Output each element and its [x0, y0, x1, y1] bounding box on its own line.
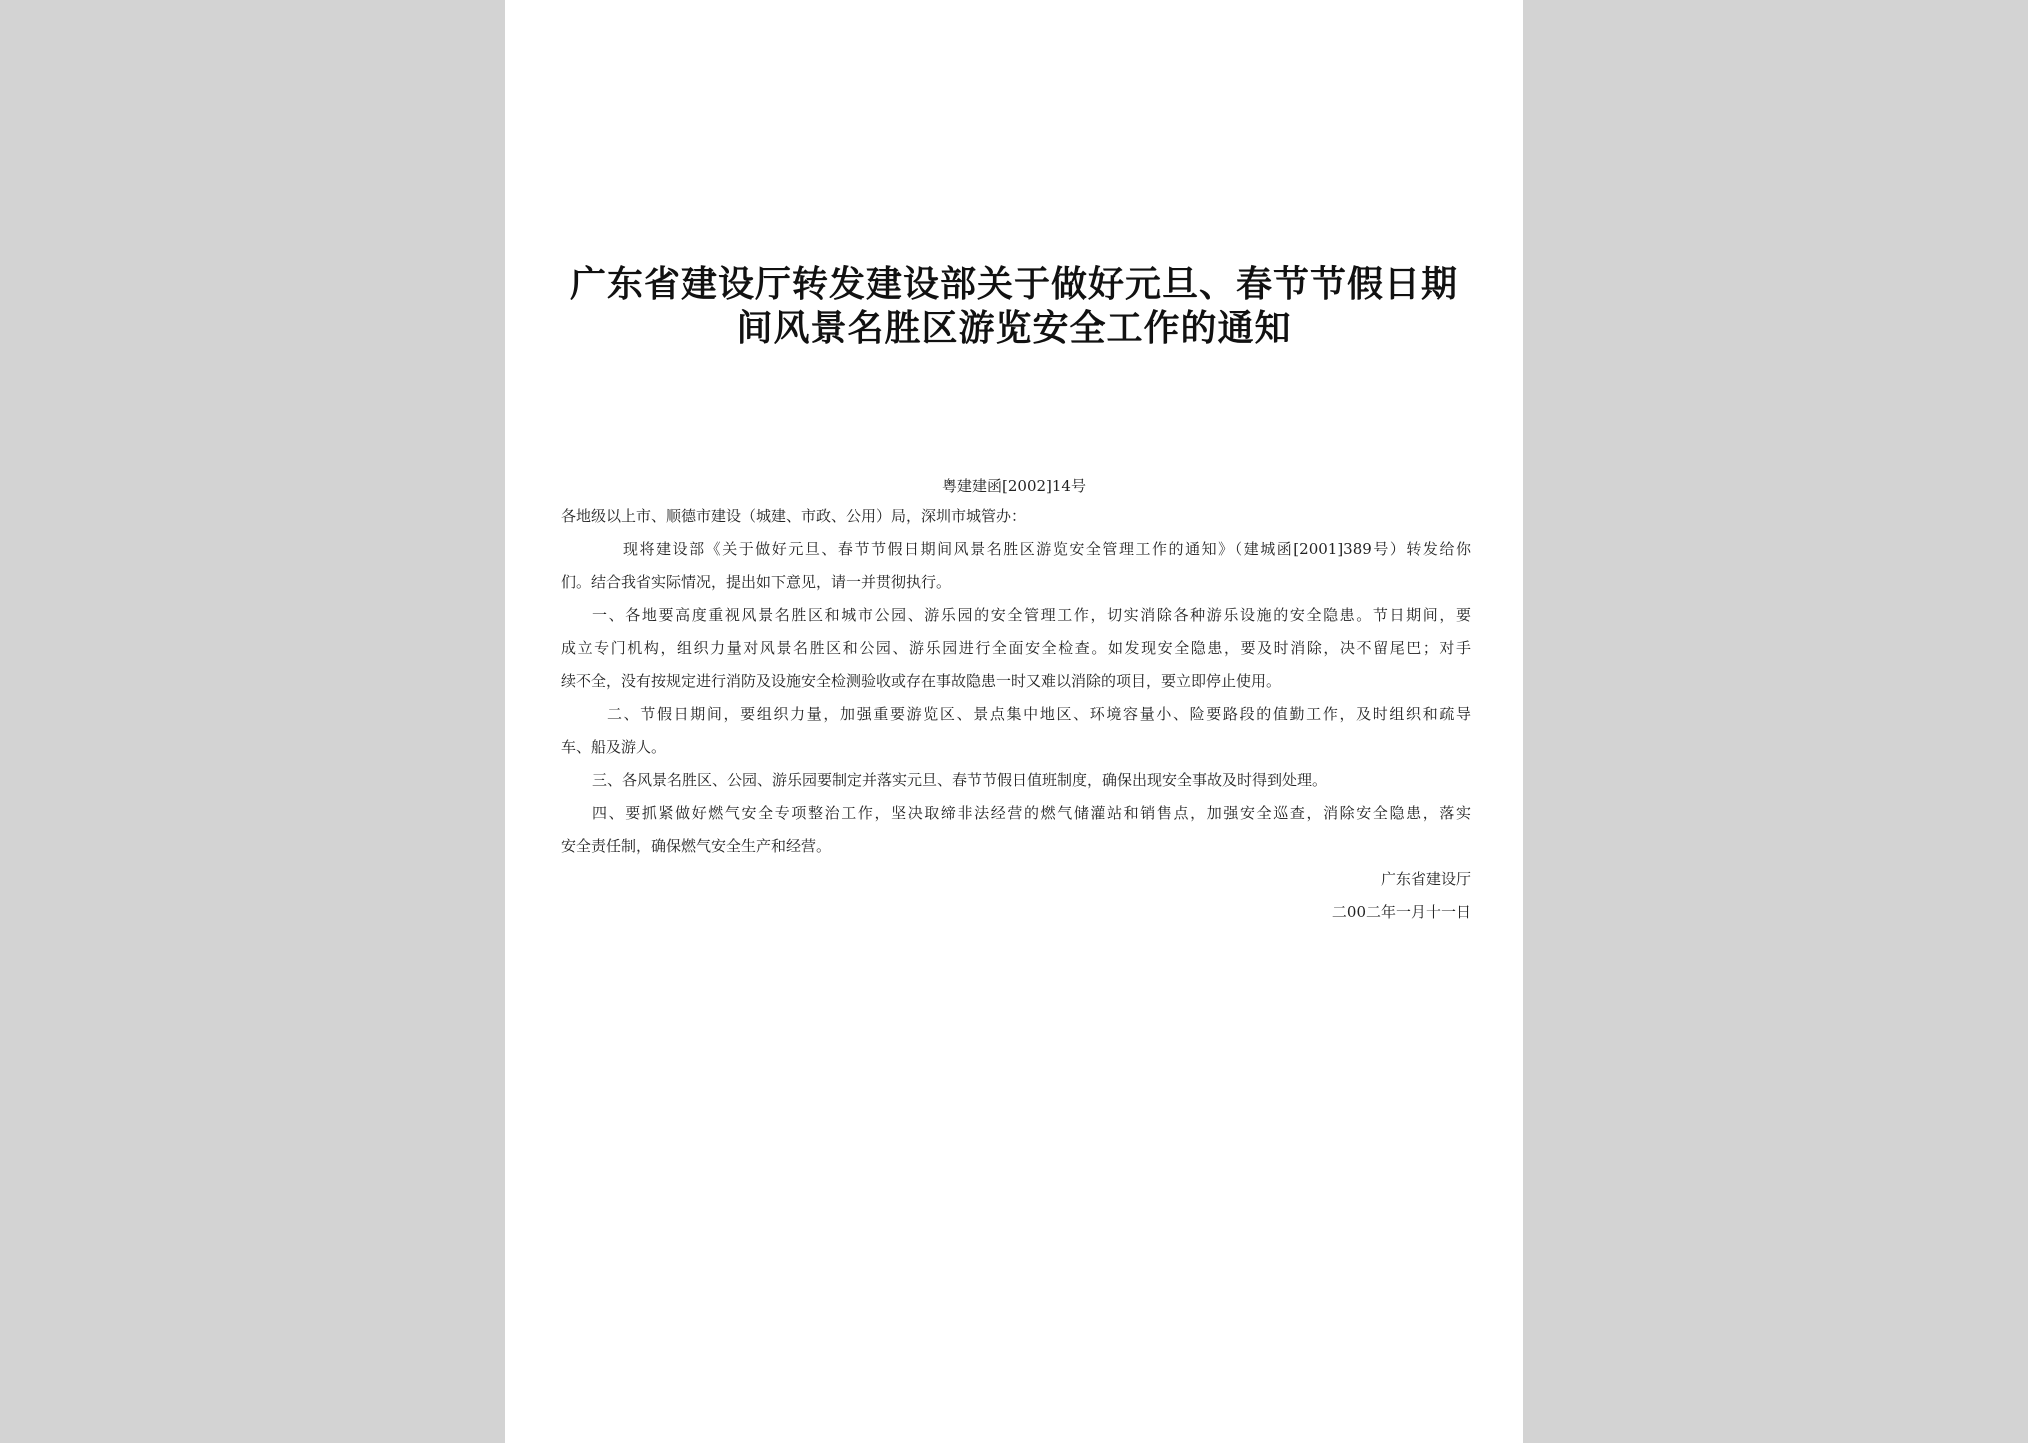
item-1-line: 一、各地要高度重视风景名胜区和城市公园、游乐园的安全管理工作，切实消除各种游乐设施的安全隐患。节日期间，要	[592, 606, 1471, 624]
title-line-2: 间风景名胜区游览安全工作的通知	[736, 307, 1292, 349]
addressee: 各地级以上市、顺德市建设（城建、市政、公用）局，深圳市城管办：	[561, 507, 1027, 525]
document-body	[561, 500, 1471, 929]
document-date: 二00二年一月十一日	[1331, 903, 1471, 921]
document-number: 粤建建函[2002]14号	[942, 477, 1086, 495]
item-1-line: 成立专门机构，组织力量对风景名胜区和公园、游乐园进行全面安全检查。如发现安全隐患，要及时消除，决不留尾巴；对手	[561, 639, 1471, 657]
intro-paragraph-line: 们。结合我省实际情况，提出如下意见，请一并贯彻执行。	[561, 573, 952, 591]
item-3-line: 三、各风景名胜区、公园、游乐园要制定并落实元旦、春节节假日值班制度，确保出现安全事故及时得到处理。	[592, 771, 1328, 789]
item-4-line: 四、要抓紧做好燃气安全专项整治工作，坚决取缔非法经营的燃气储灌站和销售点，加强安全巡查，消除安全隐患，落实	[592, 804, 1471, 822]
document-page	[505, 0, 1523, 1443]
item-2-line: 车、船及游人。	[561, 738, 667, 756]
item-1-line: 续不全，没有按规定进行消防及设施安全检测验收或存在事故隐患一时又难以消除的项目，要立即停止使用。	[561, 672, 1282, 690]
item-2-line: 二、节假日期间，要组织力量，加强重要游览区、景点集中地区、环境容量小、险要路段的值勤工作，及时组织和疏导	[607, 705, 1471, 723]
intro-paragraph-line: 现将建设部《关于做好元旦、春节节假日期间风景名胜区游览安全管理工作的通知》（建城函[2001]389号）转发给你	[623, 540, 1471, 558]
item-4-line: 安全责任制，确保燃气安全生产和经营。	[561, 837, 832, 855]
title-line-1: 广东省建设厅转发建设部关于做好元旦、春节节假日期	[569, 263, 1458, 305]
document-title	[565, 262, 1463, 350]
signature: 广东省建设厅	[1380, 870, 1471, 888]
